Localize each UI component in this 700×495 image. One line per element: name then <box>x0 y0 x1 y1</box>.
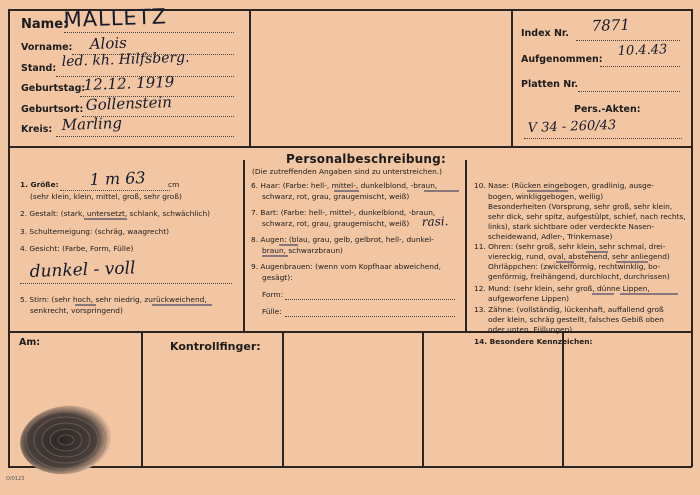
brauen-text-2: gesägt): <box>262 273 293 282</box>
index-value: 7871 <box>591 15 631 35</box>
nase-text-5: links), stark sichtbare oder verdeckte Nasen- <box>488 222 655 231</box>
gesicht-line <box>20 283 232 284</box>
geburtstag-value: 12.12. 1919 <box>83 72 175 94</box>
geburtsort-label: Geburtsort: <box>21 104 84 115</box>
nase-text-6: scheidewand, Adler-, Trinkernase) <box>488 232 613 241</box>
augen-text-1: 8. Augen: (blau, grau, gelb, gelbrot, hell-, dunkel- <box>251 235 434 244</box>
finger-divider-1 <box>141 331 143 466</box>
zaehne-text-3: oder unten, Füllungen) <box>488 325 573 334</box>
vorname-value: Alois <box>89 33 128 53</box>
kreis-label: Kreis: <box>21 124 53 135</box>
schulter-text: 3. Schulterneigung: (schräg, waagrecht) <box>20 227 169 236</box>
name-line <box>64 32 234 33</box>
aufgenommen-label: Aufgenommen: <box>521 54 603 65</box>
bart-text-1: 7. Bart: (Farbe: hell-, mittel-, dunkelblond, -braun, <box>251 208 436 217</box>
fuelle-label: Fülle: <box>262 307 282 316</box>
index-line <box>576 40 680 41</box>
groesse-value: 1 m 63 <box>89 168 146 189</box>
ohren-text-1: 11. Ohren: (sehr groß, sehr klein, sehr schmal, drei- <box>474 242 666 251</box>
stirn-text-1: 5. Stirn: (sehr hoch, sehr niedrig, zurückweichend, <box>20 295 207 304</box>
nase-text-4: sehr dick, sehr spitz, aufgestülpt, schief, nach rechts, <box>488 212 686 221</box>
stirn-text-2: senkrecht, vorspringend) <box>30 306 123 315</box>
aufgenommen-value: 10.4.43 <box>617 42 668 59</box>
vorname-label: Vorname: <box>21 42 73 53</box>
bart-text-2: schwarz, rot, grau, graugemischt, weiß) <box>262 219 410 228</box>
right-border <box>691 9 693 467</box>
name-value: MALLETZ <box>63 4 168 32</box>
finger-divider-4 <box>562 331 564 466</box>
fingerprint-icon <box>18 398 128 478</box>
nase-text-2: bogen, winkliggebogen, wellig) <box>488 192 604 201</box>
stand-label: Stand: <box>21 63 57 74</box>
zaehne-text-2: oder klein, schräg gestellt, falsches Gebiß oben <box>488 315 664 324</box>
platten-line <box>578 91 680 92</box>
name-label: Name: <box>21 17 69 32</box>
kontrollfinger-label: Kontrollfinger: <box>170 340 261 353</box>
header-divider-1 <box>249 9 251 146</box>
groesse-line <box>60 190 170 191</box>
kennzeichen-label: 14. Besondere Kennzeichen: <box>474 337 593 346</box>
nase-text-1: 10. Nase: (Rücken eingebogen, gradlinig, ausge- <box>474 181 654 190</box>
index-label: Index Nr. <box>521 28 569 39</box>
groesse-hint: (sehr klein, klein, mittel, groß, sehr groß) <box>30 192 182 201</box>
fuelle-line <box>285 316 455 317</box>
haar-text-2: schwarz, rot, grau, graugemischt, weiß) <box>262 192 410 201</box>
akten-label: Pers.-Akten: <box>574 104 641 115</box>
finger-divider-2 <box>282 331 284 466</box>
geburtstag-label: Geburtstag: <box>21 83 86 94</box>
personal-divider-2 <box>465 160 467 331</box>
mund-text-1: 12. Mund: (sehr klein, sehr groß, dünne Lippen, <box>474 284 650 293</box>
personal-divider-1 <box>243 160 245 331</box>
groesse-label: 1. Größe: <box>20 180 59 189</box>
finger-divider-3 <box>422 331 424 466</box>
bart-value: rasi. <box>421 214 449 229</box>
ohren-text-4: genförmig, freihängend, durchlocht, durchrissen) <box>488 272 670 281</box>
am-label: Am: <box>19 337 41 348</box>
augen-text-2: braun, schwarzbraun) <box>262 246 343 255</box>
brauen-text-1: 9. Augenbrauen: (wenn vom Kopfhaar abweichend, <box>251 262 442 271</box>
nase-text-3: Besonderheiten (Vorsprung, sehr groß, sehr klein, <box>488 202 673 211</box>
personal-subtitle: (Die zutreffenden Angaben sind zu unterstreichen.) <box>252 167 443 176</box>
aufgenommen-line <box>600 66 680 67</box>
mund-text-2: aufgeworfene Lippen) <box>488 294 570 303</box>
platten-label: Platten Nr. <box>521 79 579 90</box>
kreis-value: Marling <box>61 113 123 134</box>
personal-title: Personalbeschreibung: <box>286 152 446 166</box>
left-border <box>8 9 10 467</box>
ohren-text-2: viereckig, rund, oval, abstehend, sehr anliegend) <box>488 252 670 261</box>
ohren-text-3: Ohrläppchen: (zwickelförmig, rechtwinklig, bo- <box>488 262 661 271</box>
form-line <box>285 299 455 300</box>
akten-line <box>524 138 682 139</box>
stand-value: led. kh. Hilfsberg. <box>61 49 190 70</box>
groesse-unit: cm <box>168 180 180 189</box>
print-code: O/0123 <box>6 476 25 482</box>
haar-text-1: 6. Haar: (Farbe: hell-, mittel-, dunkelblond, -braun, <box>251 181 438 190</box>
kreis-line <box>56 136 234 137</box>
zaehne-text-1: 13. Zähne: (vollständig, lückenhaft, auffallend groß <box>474 305 664 314</box>
gesicht-value: dunkel - voll <box>29 258 136 282</box>
gesicht-text: 4. Gesicht: (Farbe, Form, Fülle) <box>20 244 134 253</box>
geburtsort-value: Gollenstein <box>85 93 173 114</box>
form-label: Form: <box>262 290 284 299</box>
section-divider <box>8 146 692 148</box>
bottom-divider <box>8 331 692 333</box>
akten-value: V 34 - 260/43 <box>527 117 617 136</box>
gestalt-text: 2. Gestalt: (stark, untersetzt, schlank, schwächlich) <box>20 209 211 218</box>
header-divider-2 <box>511 9 513 146</box>
